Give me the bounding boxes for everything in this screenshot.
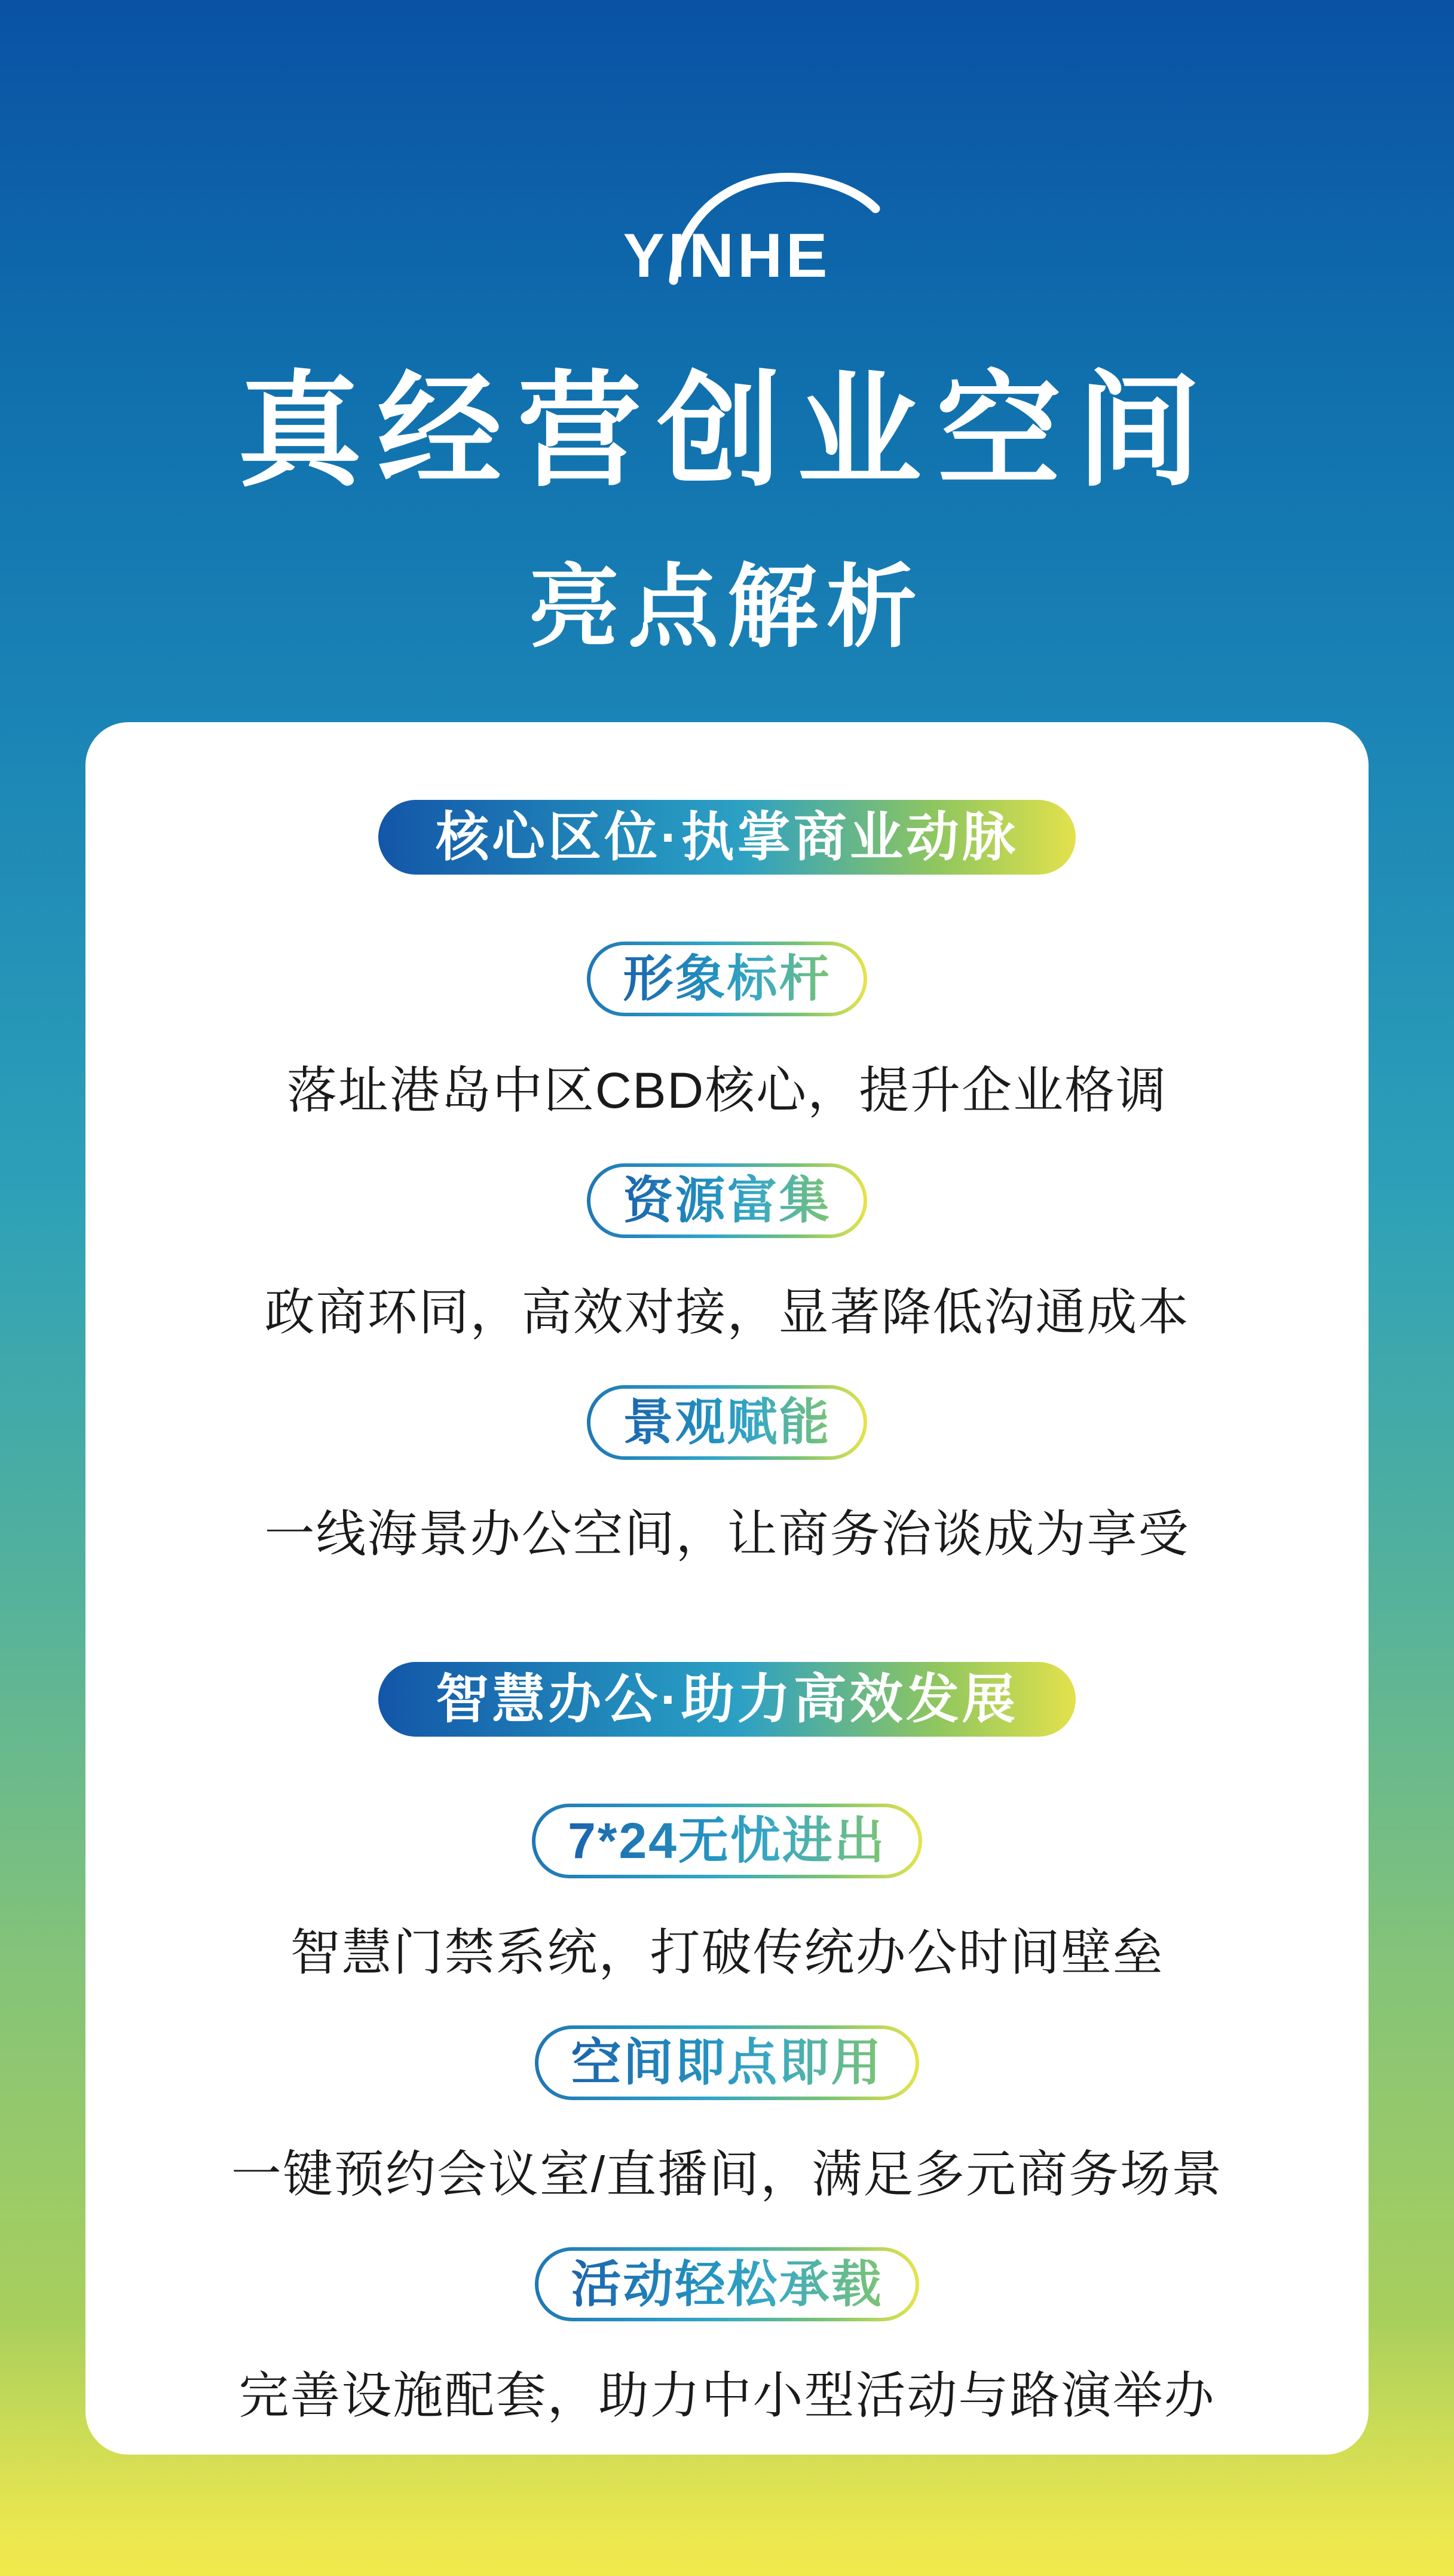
feature-pill-access	[532, 1804, 922, 1878]
feature-pill-booking	[535, 2025, 919, 2100]
feature-pill-label: 资源富集	[623, 1172, 831, 1229]
feature-pill-label: 空间即点即用	[571, 2034, 883, 2091]
logo-text: YINHE	[623, 221, 831, 291]
feature-desc: 一键预约会议室/直播间，满足多元商务场景	[231, 2146, 1223, 2202]
feature-pill-label: 形象标杆	[623, 951, 831, 1007]
section-badge-location: 核心区位·执掌商业动脉	[378, 800, 1076, 875]
feature-desc: 政商环同，高效对接，显著降低沟通成本	[264, 1284, 1190, 1340]
feature-pill-view	[587, 1385, 867, 1460]
feature-desc: 一线海景办公空间，让商务治谈成为享受	[264, 1505, 1190, 1562]
feature-pill-label: 活动轻松承载	[571, 2256, 883, 2312]
feature-pill-image	[587, 942, 867, 1016]
feature-desc: 落址港岛中区CBD核心，提升企业格调	[286, 1062, 1168, 1119]
feature-pill-label: 景观赋能	[623, 1394, 831, 1450]
feature-desc: 智慧门禁系统，打破传统办公时间壁垒	[290, 1924, 1164, 1981]
feature-desc: 完善设施配套，助力中小型活动与路演举办	[238, 2367, 1216, 2424]
feature-pill-events	[535, 2247, 919, 2322]
feature-pill-label: 7*24无忧进出	[568, 1813, 886, 1869]
section-badge-smart-office: 智慧办公·助力高效发展	[378, 1662, 1076, 1737]
page-title: 真经营创业空间	[237, 362, 1217, 501]
feature-pill-resources	[587, 1163, 867, 1238]
page-subtitle: 亮点解析	[528, 556, 926, 658]
content-card	[85, 722, 1369, 2455]
brand-logo	[560, 146, 895, 291]
